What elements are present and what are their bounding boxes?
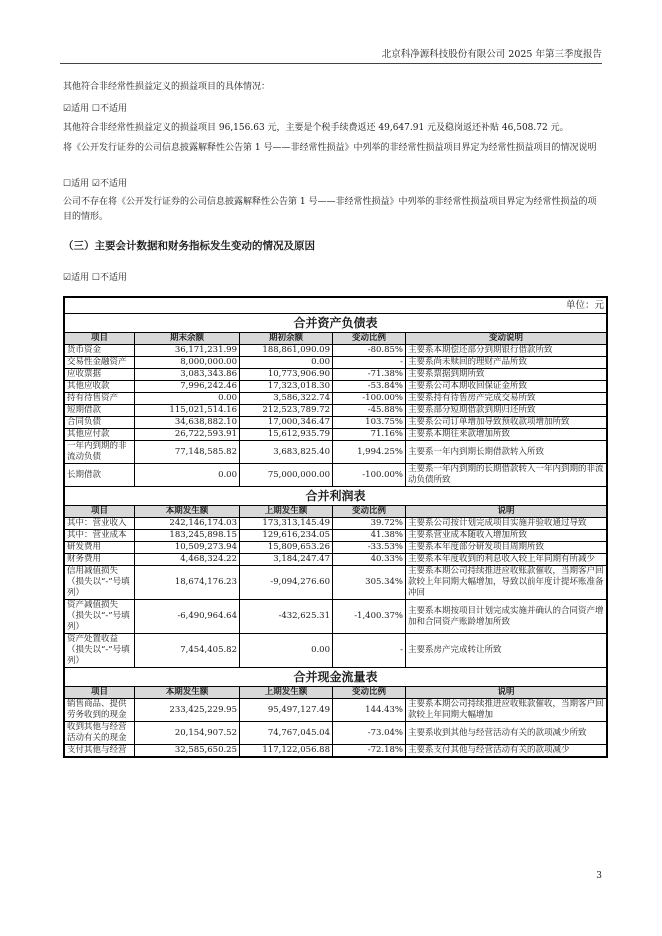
balance-cell: 3,586,322.74 bbox=[240, 393, 333, 405]
profit-cell: -1,400.37% bbox=[333, 600, 406, 634]
profit-cell: -9,094,276.60 bbox=[240, 566, 333, 600]
cashflow-cell: 74,767,045.04 bbox=[240, 722, 333, 745]
profit-column-header: 变动比例 bbox=[333, 506, 406, 518]
cashflow-cell: 117,122,056.88 bbox=[240, 745, 333, 757]
balance-cell: 应收票据 bbox=[65, 369, 135, 381]
balance-cell: -45.88% bbox=[333, 405, 406, 417]
balance-cell: 主要系公司订单增加导致预收款项增加所致 bbox=[406, 417, 607, 429]
profit-column-header: 说明 bbox=[406, 506, 607, 518]
balance-column-header: 期初余额 bbox=[240, 333, 333, 345]
balance-cell: 主要系本期偿还部分到期银行借款所致 bbox=[406, 345, 607, 357]
balance-cell: 主要系尚未赎回的理财产品所致 bbox=[406, 357, 607, 369]
balance-cell: 0.00 bbox=[135, 464, 240, 487]
profit-column-header: 上期发生额 bbox=[240, 506, 333, 518]
profit-cell: 173,313,145.49 bbox=[240, 518, 333, 530]
balance-row bbox=[65, 393, 607, 405]
profit-column-header: 项目 bbox=[65, 506, 135, 518]
profit-cell: 主要系本年度部分研发项目周期所致 bbox=[406, 542, 607, 554]
profit-cell: 资产减值损失（损失以“-”号填列） bbox=[65, 600, 135, 634]
cashflow-table-title: 合并现金流量表 bbox=[65, 668, 607, 687]
balance-cell: 77,148,585.82 bbox=[135, 441, 240, 464]
profit-cell: 7,454,405.82 bbox=[135, 634, 240, 668]
balance-cell: 75,000,000.00 bbox=[240, 464, 333, 487]
balance-cell: 主要系票据到期所致 bbox=[406, 369, 607, 381]
profit-row bbox=[65, 530, 607, 542]
q2-applicable-checkbox: ☐适用 ☑不适用 bbox=[63, 179, 127, 189]
balance-cell: 主要系本期往来款增加所致 bbox=[406, 429, 607, 441]
cashflow-cell: 144.43% bbox=[333, 699, 406, 722]
balance-cell: - bbox=[333, 357, 406, 369]
balance-cell: 3,083,343.86 bbox=[135, 369, 240, 381]
cashflow-row bbox=[65, 745, 607, 757]
profit-cell: 41.38% bbox=[333, 530, 406, 542]
balance-row bbox=[65, 429, 607, 441]
balance-column-header: 期末余额 bbox=[135, 333, 240, 345]
intro-q1: 其他符合非经常性损益定义的损益项目的具体情况： bbox=[63, 82, 271, 92]
profit-cell: 15,809,653.26 bbox=[240, 542, 333, 554]
balance-row bbox=[65, 417, 607, 429]
profit-cell: 10,509,273.94 bbox=[135, 542, 240, 554]
balance-row bbox=[65, 369, 607, 381]
balance-cell: 36,171,231.99 bbox=[135, 345, 240, 357]
cashflow-cell: -73.04% bbox=[333, 722, 406, 745]
cashflow-column-header: 说明 bbox=[406, 687, 607, 699]
profit-cell: 主要系本期按项目计划完成实施并确认的合同资产增加和合同资产账龄增加所致 bbox=[406, 600, 607, 634]
profit-cell: 4,468,324.22 bbox=[135, 554, 240, 566]
balance-cell: 188,861,090.09 bbox=[240, 345, 333, 357]
cashflow-cell: 20,154,907.52 bbox=[135, 722, 240, 745]
q1-applicable-checkbox: ☑适用 ☐不适用 bbox=[63, 104, 127, 114]
profit-cell: 信用减值损失（损失以“-”号填列） bbox=[65, 566, 135, 600]
balance-cell: 主要系一年内到期长期借款转入所致 bbox=[406, 441, 607, 464]
profit-row bbox=[65, 554, 607, 566]
cashflow-column-header: 上期发生额 bbox=[240, 687, 333, 699]
balance-cell: 15,612,935.79 bbox=[240, 429, 333, 441]
intro-q2: 将《公开发行证券的公司信息披露解释性公告第 1 号——非经常性损益》中列举的非经常性损益项目界定为经常性损益项目的情况说明 bbox=[63, 143, 597, 153]
cashflow-column-header: 本期发生额 bbox=[135, 687, 240, 699]
balance-table-title: 合并资产负债表 bbox=[65, 314, 607, 333]
profit-row bbox=[65, 566, 607, 600]
balance-cell: 8,000,000.00 bbox=[135, 357, 240, 369]
balance-row bbox=[65, 405, 607, 417]
balance-cell: 短期借款 bbox=[65, 405, 135, 417]
profit-cell: 305.34% bbox=[333, 566, 406, 600]
balance-cell: 一年内到期的非流动负债 bbox=[65, 441, 135, 464]
cashflow-cell: 主要系支付其他与经营活动有关的款项减少 bbox=[406, 745, 607, 757]
profit-row bbox=[65, 600, 607, 634]
cashflow-cell: 主要系收到其他与经营活动有关的款项减少所致 bbox=[406, 722, 607, 745]
profit-cell: 研发费用 bbox=[65, 542, 135, 554]
cashflow-cell: 收到其他与经营活动有关的现金 bbox=[65, 722, 135, 745]
profit-column-header: 本期发生额 bbox=[135, 506, 240, 518]
profit-cell: 主要系公司按计划完成项目实施并验收通过导致 bbox=[406, 518, 607, 530]
balance-cell: 主要系持有待售房产完成交易所致 bbox=[406, 393, 607, 405]
balance-cell: 主要系公司本期收回保证金所致 bbox=[406, 381, 607, 393]
cashflow-row bbox=[65, 699, 607, 722]
cashflow-cell: 销售商品、提供劳务收到的现金 bbox=[65, 699, 135, 722]
balance-cell: -80.85% bbox=[333, 345, 406, 357]
profit-cell: 主要系营业成本随收入增加所致 bbox=[406, 530, 607, 542]
cashflow-row bbox=[65, 722, 607, 745]
balance-cell: 长期借款 bbox=[65, 464, 135, 487]
balance-cell: 合同负债 bbox=[65, 417, 135, 429]
balance-cell: 主要系部分短期借款到期归还所致 bbox=[406, 405, 607, 417]
balance-cell: 其他应付款 bbox=[65, 429, 135, 441]
balance-row bbox=[65, 464, 607, 487]
balance-row bbox=[65, 357, 607, 369]
cashflow-column-header: 变动比例 bbox=[333, 687, 406, 699]
balance-cell: 103.75% bbox=[333, 417, 406, 429]
balance-cell: 持有待售资产 bbox=[65, 393, 135, 405]
balance-column-header: 变动比例 bbox=[333, 333, 406, 345]
balance-cell: 0.00 bbox=[135, 393, 240, 405]
balance-cell: 1,994.25% bbox=[333, 441, 406, 464]
profit-cell: 其中：营业收入 bbox=[65, 518, 135, 530]
intro-q2-text: 公司不存在将《公开发行证券的公司信息披露解释性公告第 1 号——非经常性损益》中列举的非经常性损益项目界定为经常性损益的项目的情形。 bbox=[63, 197, 597, 222]
balance-cell: 34,638,882.10 bbox=[135, 417, 240, 429]
balance-cell: 货币资金 bbox=[65, 345, 135, 357]
section-applicable-checkbox: ☑适用 ☐不适用 bbox=[63, 273, 127, 283]
balance-cell: 10,773,906.90 bbox=[240, 369, 333, 381]
profit-row bbox=[65, 518, 607, 530]
profit-row bbox=[65, 634, 607, 668]
profit-cell: 主要系房产完成转让所致 bbox=[406, 634, 607, 668]
profit-cell: 资产处置收益（损失以“-”号填列） bbox=[65, 634, 135, 668]
profit-cell: 183,245,898.15 bbox=[135, 530, 240, 542]
profit-table-title: 合并利润表 bbox=[65, 487, 607, 506]
balance-cell: 其他应收款 bbox=[65, 381, 135, 393]
balance-column-header: 项目 bbox=[65, 333, 135, 345]
cashflow-cell: 主要系本期公司持续推进应收账款催收，当期客户回款较上年同期大幅增加 bbox=[406, 699, 607, 722]
profit-cell: 3,184,247.47 bbox=[240, 554, 333, 566]
profit-cell: - bbox=[333, 634, 406, 668]
balance-cell: 71.16% bbox=[333, 429, 406, 441]
profit-cell: 242,146,174.03 bbox=[135, 518, 240, 530]
balance-row bbox=[65, 381, 607, 393]
balance-cell: 212,523,789.72 bbox=[240, 405, 333, 417]
balance-cell: -100.00% bbox=[333, 464, 406, 487]
balance-cell: -71.38% bbox=[333, 369, 406, 381]
balance-cell: -100.00% bbox=[333, 393, 406, 405]
balance-cell: 0.00 bbox=[240, 357, 333, 369]
cashflow-cell: 支付其他与经营 bbox=[65, 745, 135, 757]
cashflow-cell: 95,497,127.49 bbox=[240, 699, 333, 722]
cashflow-cell: -72.18% bbox=[333, 745, 406, 757]
balance-cell: 主要系一年内到期的长期借款转入一年内到期的非流动负债所致 bbox=[406, 464, 607, 487]
balance-cell: 17,000,346.47 bbox=[240, 417, 333, 429]
profit-cell: 18,674,176.23 bbox=[135, 566, 240, 600]
balance-cell: 26,722,593.91 bbox=[135, 429, 240, 441]
balance-row bbox=[65, 441, 607, 464]
profit-cell: -432,625.31 bbox=[240, 600, 333, 634]
profit-cell: 主要系本期公司持续推进应收账款催收，当期客户回款较上年同期大幅增加，导致以前年度计提坏账准备冲回 bbox=[406, 566, 607, 600]
profit-cell: 40.33% bbox=[333, 554, 406, 566]
balance-cell: 17,323,018.30 bbox=[240, 381, 333, 393]
page-number: 3 bbox=[596, 871, 602, 881]
page-header: 北京科净源科技股份有限公司 2025 年第三季度报告 bbox=[60, 46, 602, 64]
profit-cell: -6,490,964.64 bbox=[135, 600, 240, 634]
balance-cell: 7,996,242.46 bbox=[135, 381, 240, 393]
intro-q1-text: 其他符合非经常性损益定义的损益项目 96,156.63 元，主要是个税手续费返还 49,647.91 元及稳岗返还补贴 46,508.72 元。 bbox=[63, 123, 569, 133]
profit-cell: 129,616,234.05 bbox=[240, 530, 333, 542]
cashflow-cell: 233,425,229.95 bbox=[135, 699, 240, 722]
profit-cell: 财务费用 bbox=[65, 554, 135, 566]
cashflow-column-header: 项目 bbox=[65, 687, 135, 699]
cashflow-cell: 32,585,650.25 bbox=[135, 745, 240, 757]
balance-cell: -53.84% bbox=[333, 381, 406, 393]
balance-cell: 115,021,514.16 bbox=[135, 405, 240, 417]
balance-cell: 3,683,825.40 bbox=[240, 441, 333, 464]
balance-column-header: 变动说明 bbox=[406, 333, 607, 345]
profit-cell: 主要系本年度收到的利息收入较上年同期有所减少 bbox=[406, 554, 607, 566]
profit-cell: 其中：营业成本 bbox=[65, 530, 135, 542]
unit-label: 单位：元 bbox=[65, 298, 607, 314]
profit-cell: 39.72% bbox=[333, 518, 406, 530]
balance-cell: 交易性金融资产 bbox=[65, 357, 135, 369]
section-title: （三）主要会计数据和财务指标发生变动的情况及原因 bbox=[63, 240, 315, 252]
profit-row bbox=[65, 542, 607, 554]
balance-row bbox=[65, 345, 607, 357]
profit-cell: 0.00 bbox=[240, 634, 333, 668]
profit-cell: -33.53% bbox=[333, 542, 406, 554]
financial-table bbox=[63, 296, 608, 758]
